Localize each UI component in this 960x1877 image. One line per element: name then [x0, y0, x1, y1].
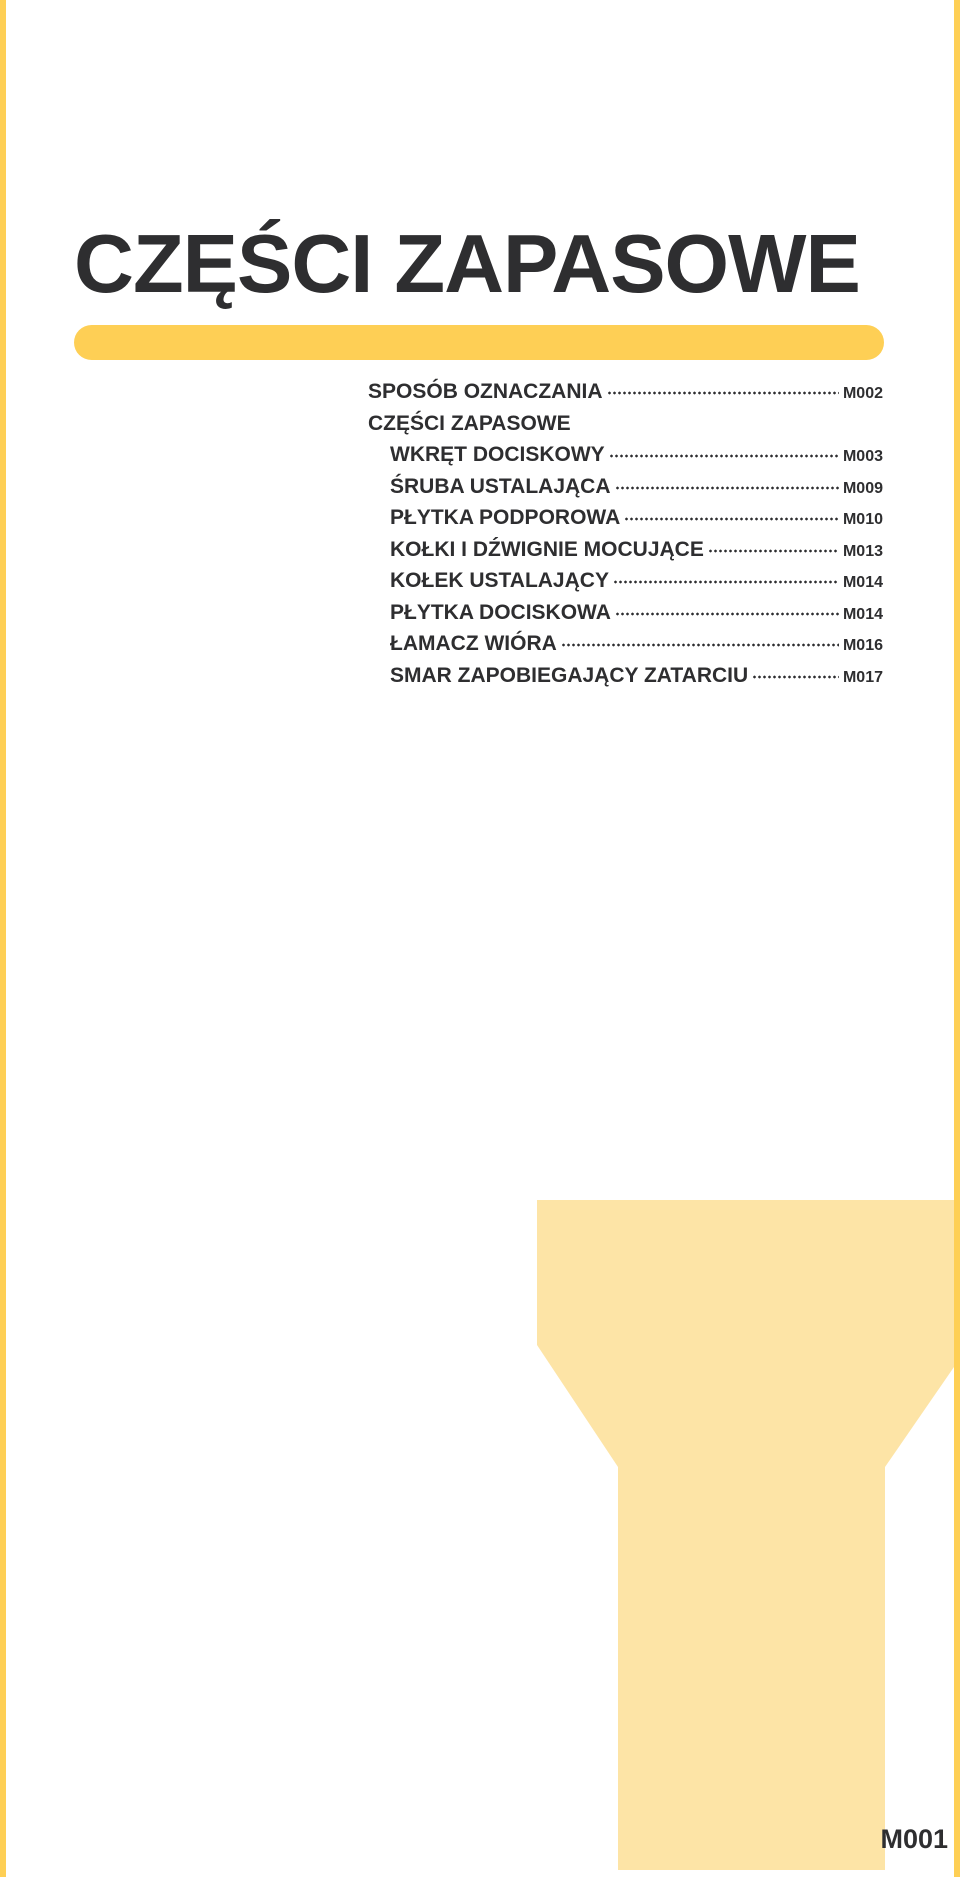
toc-item-page: M014 — [842, 574, 883, 591]
toc-leader-dots — [708, 549, 839, 553]
toc-leader-dots — [624, 517, 839, 521]
toc-item-label: ŚRUBA USTALAJĄCA — [390, 474, 611, 498]
toc-item-label: KOŁEK USTALAJĄCY — [390, 569, 609, 592]
right-edge-stripe — [954, 0, 960, 1877]
toc-item-page: M002 — [842, 385, 883, 402]
decorative-y-shape — [537, 1200, 954, 1870]
toc-item-page: M014 — [842, 605, 883, 623]
toc-item-page: M009 — [842, 479, 883, 497]
toc-section-heading[interactable] — [368, 412, 883, 444]
left-edge-stripe — [0, 0, 6, 1877]
toc-item-label: CZĘŚCI ZAPASOWE — [368, 411, 571, 435]
toc-item[interactable] — [368, 632, 883, 664]
toc-leader-dots — [607, 391, 839, 395]
toc-leader-dots — [615, 486, 839, 490]
toc-item-page: M016 — [842, 637, 883, 654]
toc-item-page: M010 — [842, 511, 883, 528]
toc-item[interactable] — [368, 506, 883, 538]
title-underline-bar — [74, 325, 884, 360]
toc-leader-dots — [615, 612, 839, 616]
toc-item[interactable] — [368, 569, 883, 601]
toc-item-label: KOŁKI I DŹWIGNIE MOCUJĄCE — [390, 537, 704, 561]
toc-leader-dots — [613, 580, 839, 584]
toc-leader-dots — [561, 643, 839, 647]
toc-item-label: ŁAMACZ WIÓRA — [390, 632, 557, 655]
toc-leader-dots — [609, 454, 839, 458]
toc-item-page: M013 — [842, 542, 883, 560]
page-number: M001 — [880, 1824, 948, 1854]
toc-item-label: SMAR ZAPOBIEGAJĄCY ZATARCIU — [390, 663, 749, 687]
toc-item[interactable] — [368, 380, 883, 412]
y-shape-polygon — [537, 1200, 954, 1870]
toc-leader-dots — [752, 675, 839, 679]
toc-item-label: PŁYTKA DOCISKOWA — [390, 600, 611, 624]
table-of-contents — [368, 380, 883, 695]
toc-item[interactable] — [368, 664, 883, 696]
toc-item[interactable] — [368, 538, 883, 570]
toc-item-label: WKRĘT DOCISKOWY — [390, 443, 605, 466]
toc-item-label: SPOSÓB OZNACZANIA — [368, 380, 603, 403]
toc-item-page: M017 — [842, 668, 883, 686]
page-title: CZĘŚCI ZAPASOWE — [74, 217, 860, 310]
toc-item[interactable] — [368, 601, 883, 633]
toc-item-page: M003 — [842, 448, 883, 465]
toc-item-label: PŁYTKA PODPOROWA — [390, 506, 621, 529]
toc-item[interactable] — [368, 443, 883, 475]
toc-item[interactable] — [368, 475, 883, 507]
